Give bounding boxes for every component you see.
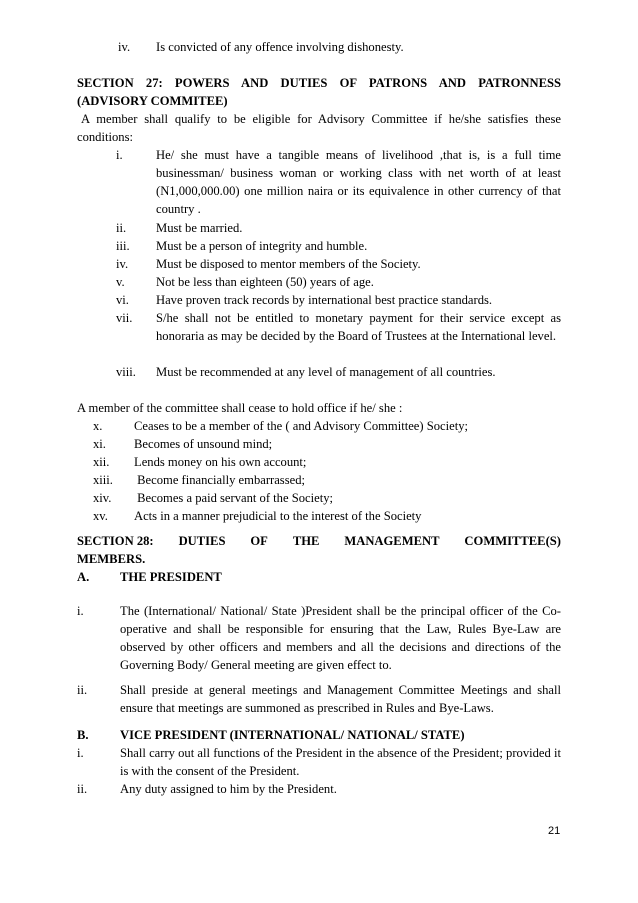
item-number: xi. (93, 437, 106, 451)
item-number: ii. (116, 221, 127, 235)
list-item-text: Must be recommended at any level of management of all countries. (156, 365, 496, 379)
item-number: xv. (93, 509, 108, 523)
item-number: i. (77, 746, 84, 760)
item-number: iii. (116, 239, 130, 253)
item-number: iv. (116, 257, 129, 271)
list-item-text: Have proven track records by international best practice standards. (156, 293, 493, 307)
item-number: i. (116, 148, 123, 162)
item-number: vii. (116, 311, 133, 325)
item-number: ii. (77, 683, 88, 697)
item-number: viii. (116, 365, 136, 379)
list-item-text: He/ she must have a tangible means of livelihood ,that is, is a full time businessman/ business woman or working class with net worth of at least (N1,000,000.00) one million naira or its equivalence in other currency of that country . (156, 148, 561, 216)
section-27-subheading: (ADVISORY COMMITEE) (77, 94, 228, 108)
cease-intro: A member of the committee shall cease to hold office if he/ she : (77, 401, 403, 415)
item-number: v. (116, 275, 125, 289)
list-item-text: Must be disposed to mentor members of the Society. (156, 257, 421, 271)
list-item-text: S/he shall not be entitled to monetary payment for their service except as honoraria as may be decided by the Board of Trustees at the International level. (156, 311, 561, 343)
subsection-letter: B. (77, 728, 89, 742)
list-item-text: Becomes of unsound mind; (134, 437, 273, 451)
section-28-subheading: MEMBERS. (77, 552, 146, 566)
subsection-title: THE PRESIDENT (120, 570, 222, 584)
list-item-text: Is convicted of any offence involving dishonesty. (156, 40, 404, 54)
item-number: x. (93, 419, 103, 433)
list-item-text: Must be a person of integrity and humble. (156, 239, 368, 253)
list-item-text: Becomes a paid servant of the Society; (134, 491, 333, 505)
item-number: ii. (77, 782, 88, 796)
item-number: iv. (118, 40, 131, 54)
subsection-letter: A. (77, 570, 90, 584)
list-item-text: Acts in a manner prejudicial to the interest of the Society (134, 509, 422, 523)
subsection-title: VICE PRESIDENT (INTERNATIONAL/ NATIONAL/ STATE) (120, 728, 465, 742)
item-number: xii. (93, 455, 110, 469)
list-item-text: Must be married. (156, 221, 243, 235)
item-number: xiii. (93, 473, 113, 487)
list-item-text: Shall preside at general meetings and Management Committee Meetings and shall ensure that meetings are summoned as prescribed in Rules and Bye-Laws. (120, 683, 561, 715)
section-28-heading: SECTION 28: DUTIES OF THE MANAGEMENT COMMITTEE(S) (77, 534, 561, 548)
item-number: i. (77, 604, 84, 618)
item-number: xiv. (93, 491, 112, 505)
item-number: vi. (116, 293, 129, 307)
section-27-intro: A member shall qualify to be eligible for Advisory Committee if he/she satisfies these conditions: (77, 112, 561, 144)
section-27-heading: SECTION 27: POWERS AND DUTIES OF PATRONS AND PATRONNESS (77, 76, 561, 90)
list-item-text: Become financially embarrassed; (134, 473, 305, 487)
page-number: 21 (548, 825, 561, 837)
list-item-text: Lends money on his own account; (134, 455, 307, 469)
list-item-text: Ceases to be a member of the ( and Advisory Committee) Society; (134, 419, 469, 433)
list-item-text: The (International/ National/ State )President shall be the principal officer of the Co-operative and shall be responsible for ensuring that the Law, Rules Bye-Law are observed by other officers and members and all the decisions and directions of the Governing Body/ General meeting are given effect to. (120, 604, 561, 672)
list-item-text: Not be less than eighteen (50) years of age. (156, 275, 374, 289)
list-item-text: Any duty assigned to him by the President. (120, 782, 337, 796)
list-item-text: Shall carry out all functions of the President in the absence of the President; provided it is with the consent of the President. (120, 746, 561, 778)
list-item (118, 38, 130, 56)
